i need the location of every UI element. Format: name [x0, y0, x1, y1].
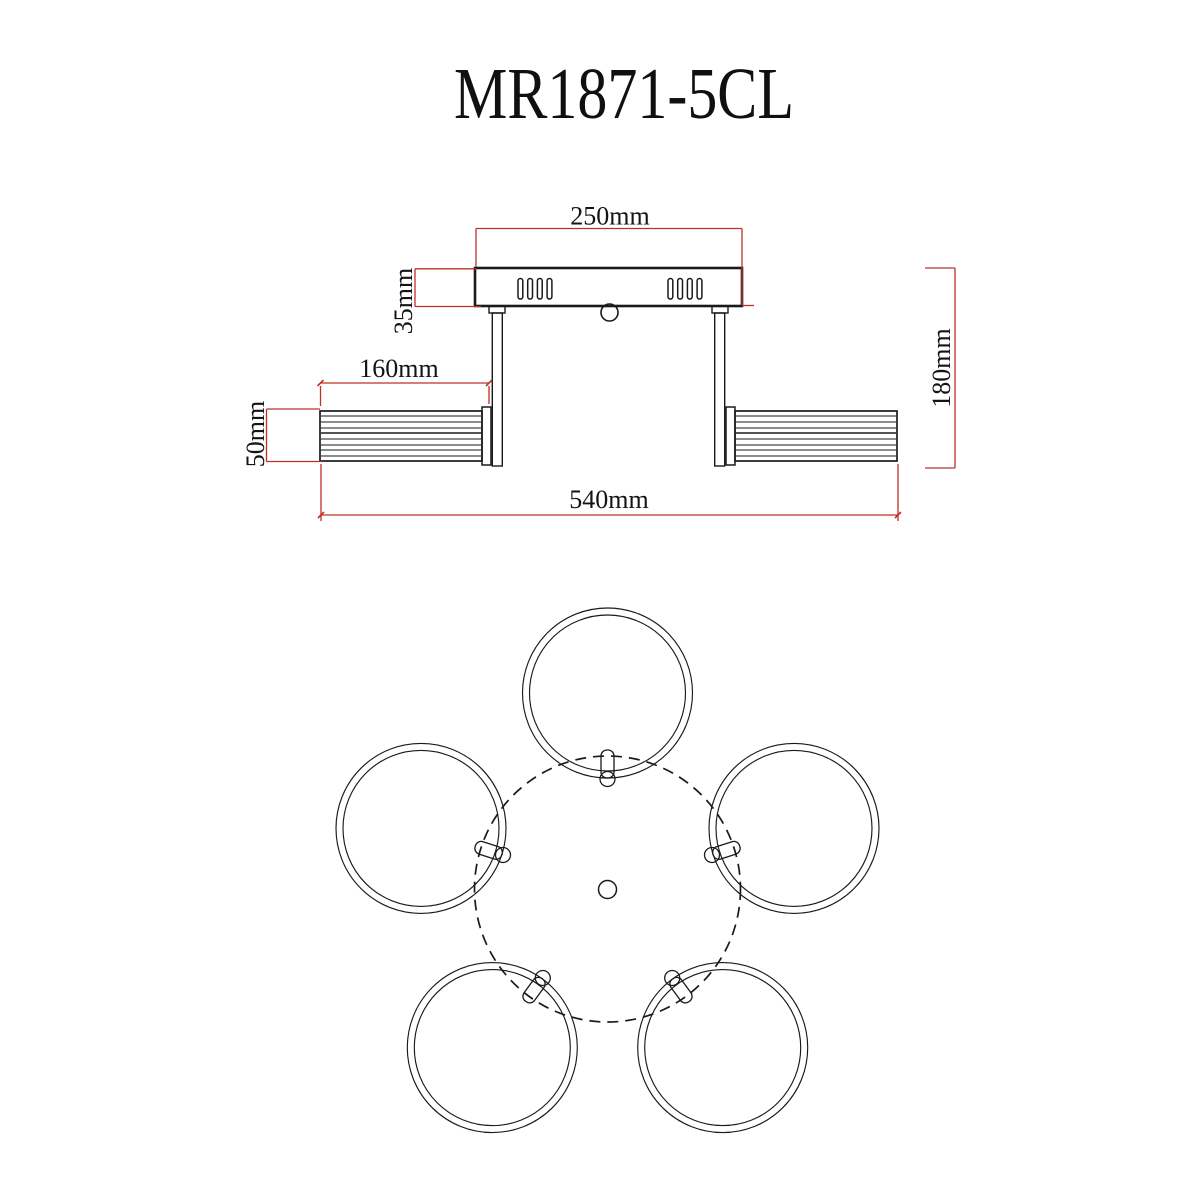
side-view: [241, 202, 956, 522]
dim-overall-height-label: 180mm: [927, 328, 956, 408]
ring-shade-lower-left: [407, 963, 577, 1133]
page-title: MR1871-5CL: [454, 53, 794, 135]
center-hole: [599, 881, 617, 899]
ring-shade-lower-right: [638, 963, 808, 1133]
ring-shade-upper-right: [709, 743, 879, 913]
left-shade-endcap: [482, 407, 491, 465]
dim-canopy-height: [415, 269, 481, 307]
arm-stub-lower-left: [521, 975, 548, 1005]
bottom-view: [336, 608, 879, 1133]
ring-shade-top: [523, 608, 693, 778]
mount-point-top: [600, 772, 615, 787]
arm-stub-upper-right: [711, 840, 742, 861]
right-shade-endcap: [726, 407, 735, 465]
dim-canopy-width-label: 250mm: [570, 201, 650, 231]
right-arm-rod: [715, 313, 725, 466]
arm-stub-lower-right: [667, 975, 694, 1005]
dim-shade-length-label: 160mm: [359, 354, 439, 383]
right-shade-body: [735, 411, 897, 461]
right-shade: [726, 407, 897, 465]
left-shade-ribs: [321, 416, 481, 456]
dim-overall-width-label: 540mm: [569, 485, 649, 514]
dim-shade-diameter-label: 50mm: [241, 400, 270, 468]
left-shade: [320, 407, 491, 465]
left-arm-rod: [492, 313, 502, 466]
right-shade-ribs: [736, 416, 896, 456]
dim-canopy-height-label: 35mm: [389, 267, 418, 335]
canopy-outline: [475, 756, 741, 1022]
arm-stub-upper-left: [473, 840, 504, 861]
dim-shade-length: [318, 380, 493, 406]
dim-shade-diameter: [267, 409, 323, 462]
left-shade-body: [320, 411, 482, 461]
ring-shade-upper-left: [336, 743, 506, 913]
